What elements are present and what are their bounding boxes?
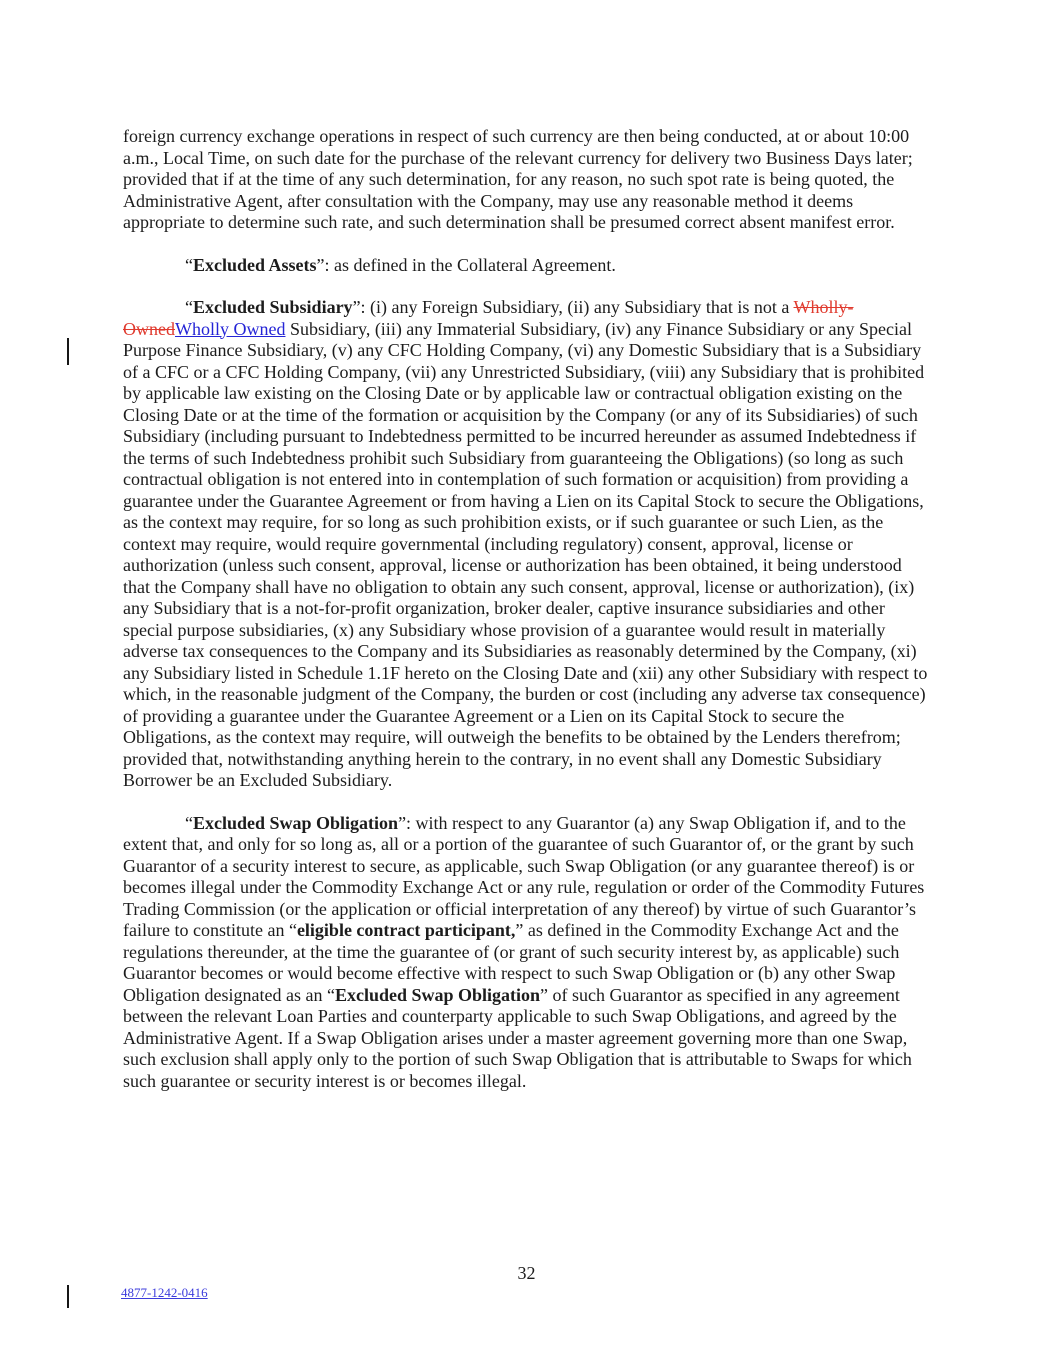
paragraph: [123, 813, 930, 1093]
text-run: “: [185, 812, 193, 833]
text-run: ”: (i) any Foreign Subsidiary, (ii) any Subsidiary that is not a: [352, 297, 794, 317]
bold-term: Excluded Subsidiary: [193, 297, 353, 317]
bold-term: Excluded Swap Obligation: [334, 984, 541, 1005]
text-run: foreign currency exchange operations in respect of such currency are then being conducted, at or about 10:00 a.m., Local Time, on such date for the purchase of the relevant currency for delivery two Business Days later; provided that if at the time of any such determination, for any reason, no such spot rate is being quoted, the Administrative Agent, after consultation with the Company, may use any reasonable method it deems appropriate to determine such rate, and such determination shall be presumed correct absent manifest error.: [123, 126, 913, 232]
text-run: ”: with respect to any Guarantor (a) any Swap Obligation if, and to the extent that, and only for so long as, all or a portion of the guarantee of such Guarantor of, or the grant by such Guarantor of a security interest to secure, as applicable, such Swap Obligation (or any guarantee thereof) is or becomes illegal under the Commodity Exchange Act or any rule, regulation or order of the Commodity Futures Trading Commission (or the application or official interpretation of any thereof) by virtue of such Guarantor’s failure to constitute an “: [123, 812, 925, 940]
bold-term: eligible contract participant,: [296, 920, 516, 940]
text-run: Subsidiary, (iii) any Immaterial Subsidiary, (iv) any Finance Subsidiary or any Special Purpose Finance Subsidiary, (v) any CFC Holding Company, (vi) any Domestic Subsidiary that is a Subsidiary of a CFC or a CFC Holding Company, (vii) any Unrestricted Subsidiary, (viii) any Subsidiary that is prohibited by applicable law existing on the Closing Date or by applicable law or contractual obligation existing on the Closing Date or at the time of the formation or acquisition by the Company (or any of its Subsidiaries) of such Subsidiary (including pursuant to Indebtedness permitted to be incurred hereunder as assumed Indebtedness if the terms of such Indebtedness prohibit such Subsidiary from guaranteeing the Obligations) (so long as such contractual obligation is not entered into in contemplation of such formation or acquisition) from providing a guarantee under the Guarantee Agreement or from having a Lien on its Capital Stock to secure the Obligations, as the context may require, for so long as such prohibition exists, or if such guarantee or such Lien, as the context may require, would require governmental (including regulatory) consent, approval, license or authorization (unless such consent, approval, license or authorization has been obtained, it being understood that the Company shall have no obligation to obtain any such consent, approval, license or authorization), (ix) any Subsidiary that is a not-for-profit organization, broker dealer, captive insurance subsidiaries and other special purpose subsidiaries, (x) any Subsidiary whose provision of a guarantee would result in materially adverse tax consequences to the Company and its Subsidiaries as reasonably determined by the Company, (xi) any Subsidiary listed in Schedule 1.1F hereto on the Closing Date and (xii) any other Subsidiary with respect to which, in the reasonable judgment of the Company, the burden or cost (including any adverse tax consequence) of providing a guarantee under the Guarantee Agreement or a Lien on its Capital Stock to secure the Obligations, as the context may require, will outweigh the benefits to be obtained by the Lenders therefrom; provided that, notwithstanding anything herein to the contrary, in no event shall any Domestic Subsidiary Borrower be an Excluded Subsidiary.: [123, 318, 928, 790]
paragraph: [123, 126, 930, 234]
text-run: ” as defined in the Commodity Exchange Act and the regulations thereunder, at the time the guarantee of (or grant of such security interest by, as applicable) such Guarantor becomes or would become effective with respect to such Swap Obligation or (b) any other Swap Obligation designated as an “: [123, 920, 900, 1005]
text-run: ”: as defined in the Collateral Agreement.: [316, 254, 616, 275]
text-run: “: [185, 254, 193, 275]
page-number: 32: [517, 1263, 536, 1283]
text-run: ” of such Guarantor as specified in any agreement between the relevant Loan Parties and counterparty applicable to such Swap Obligations, and agreed by the Administrative Agent. If a Swap Obligation arises under a master agreement governing more than one Swap, such exclusion shall apply only to the portion of such Swap Obligation that is attributable to Swaps for which such guarantee or security interest is or becomes illegal.: [123, 984, 912, 1091]
doc-id-stamp: 4877-1242-0416: [121, 1285, 208, 1300]
document-body: [123, 126, 930, 1113]
text-run: “: [185, 297, 193, 317]
paragraph: [123, 255, 930, 277]
tracked-insertion: Wholly Owned: [175, 318, 286, 339]
tracked-deletion: Wholly-Owned: [123, 297, 854, 339]
change-bar: [67, 1285, 69, 1308]
bold-term: Excluded Assets: [193, 254, 317, 275]
bold-term: Excluded Swap Obligation: [193, 812, 399, 833]
paragraph: [123, 297, 930, 792]
change-bar: [67, 338, 69, 365]
